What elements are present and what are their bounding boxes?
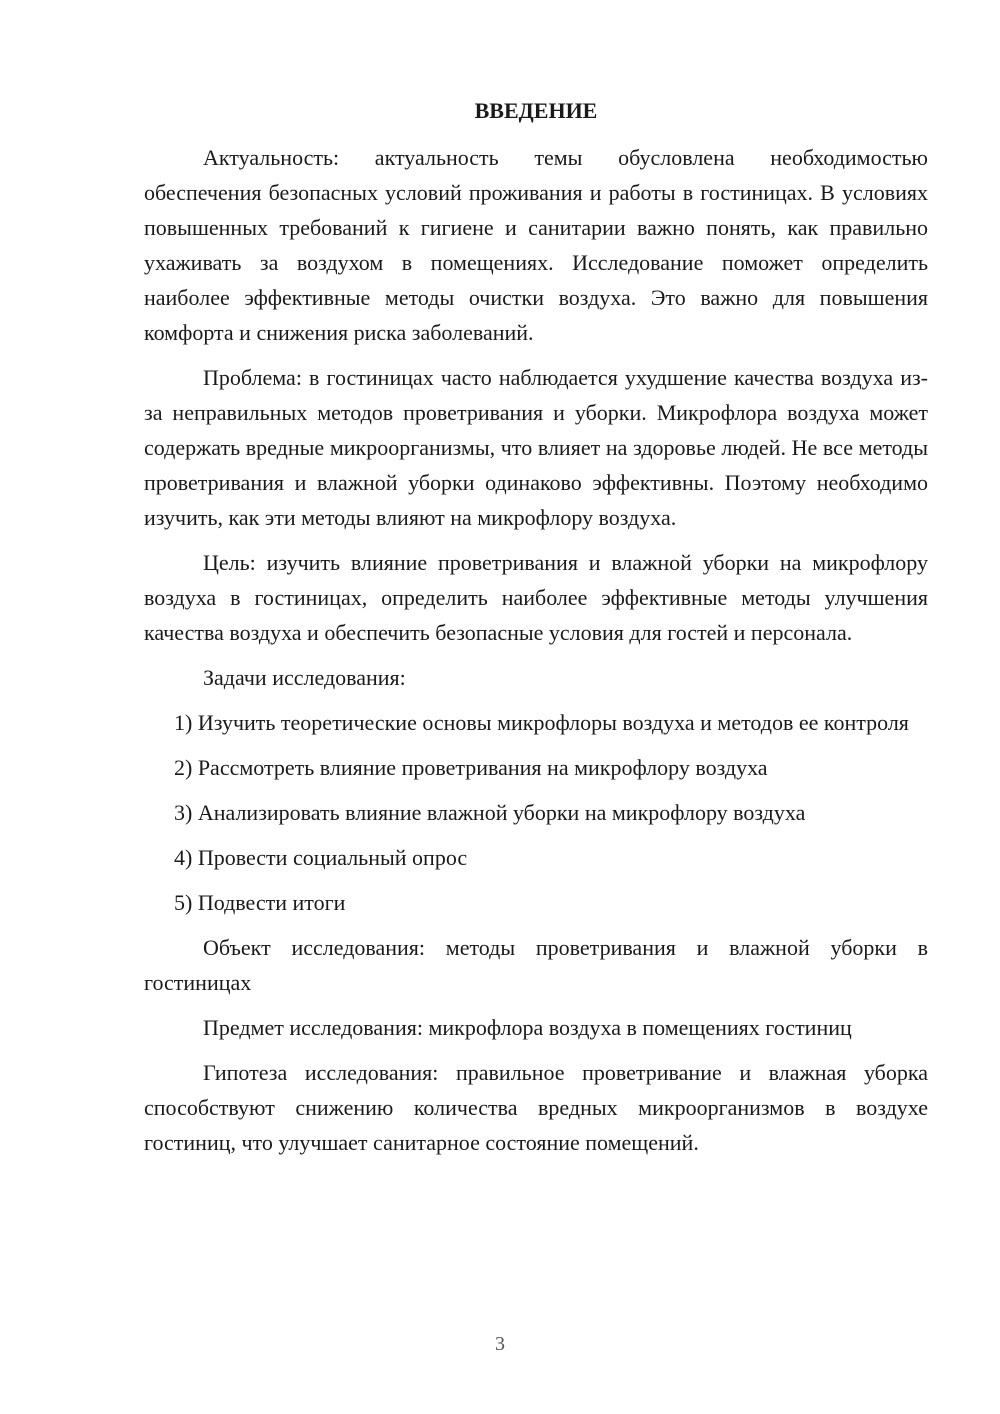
relevance-paragraph: Актуальность: актуальность темы обусловлена необходимостью обеспечения безопасных условий проживания и работы в гостиницах. В условиях повышенных требований к гигиене и санитарии важно понять, как правильно ухаживать за воздухом в помещениях. Исследование поможет определить наиболее эффективные методы очистки воздуха. Это важно для повышения комфорта и снижения риска заболеваний.: [144, 145, 928, 345]
hypothesis-paragraph: Гипотеза исследования: правильное проветривание и влажная уборка способствуют снижению количества вредных микроорганизмов в воздухе гостиниц, что улучшает санитарное состояние помещений.: [144, 1060, 928, 1155]
document-page: [144, 93, 928, 1170]
page-number: 3: [495, 1333, 505, 1355]
object-paragraph: Объект исследования: методы проветривания и влажной уборки в гостиницах: [144, 935, 928, 995]
subject-paragraph: Предмет исследования: микрофлора воздуха в помещениях гостиниц: [203, 1015, 852, 1040]
task-item-4: 4) Провести социальный опрос: [174, 845, 468, 870]
problem-paragraph: Проблема: в гостиницах часто наблюдается ухудшение качества воздуха из-за неправильных методов проветривания и уборки. Микрофлора воздуха может содержать вредные микроорганизмы, что влияет на здоровье людей. Не все методы проветривания и влажной уборки одинаково эффективны. Поэтому необходимо изучить, как эти методы влияют на микрофлору воздуха.: [144, 365, 928, 530]
task-item-1: 1) Изучить теоретические основы микрофлоры воздуха и методов ее контроля: [174, 710, 909, 735]
goal-paragraph: Цель: изучить влияние проветривания и влажной уборки на микрофлору воздуха в гостиницах, определить наиболее эффективные методы улучшения качества воздуха и обеспечить безопасные условия для гостей и персонала.: [144, 550, 928, 645]
task-item-5: 5) Подвести итоги: [174, 890, 346, 915]
tasks-heading: Задачи исследования:: [203, 665, 406, 690]
task-item-3: 3) Анализировать влияние влажной уборки на микрофлору воздуха: [174, 800, 806, 825]
task-item-2: 2) Рассмотреть влияние проветривания на микрофлору воздуха: [174, 755, 768, 780]
page-title: ВВЕДЕНИЕ: [474, 98, 598, 123]
